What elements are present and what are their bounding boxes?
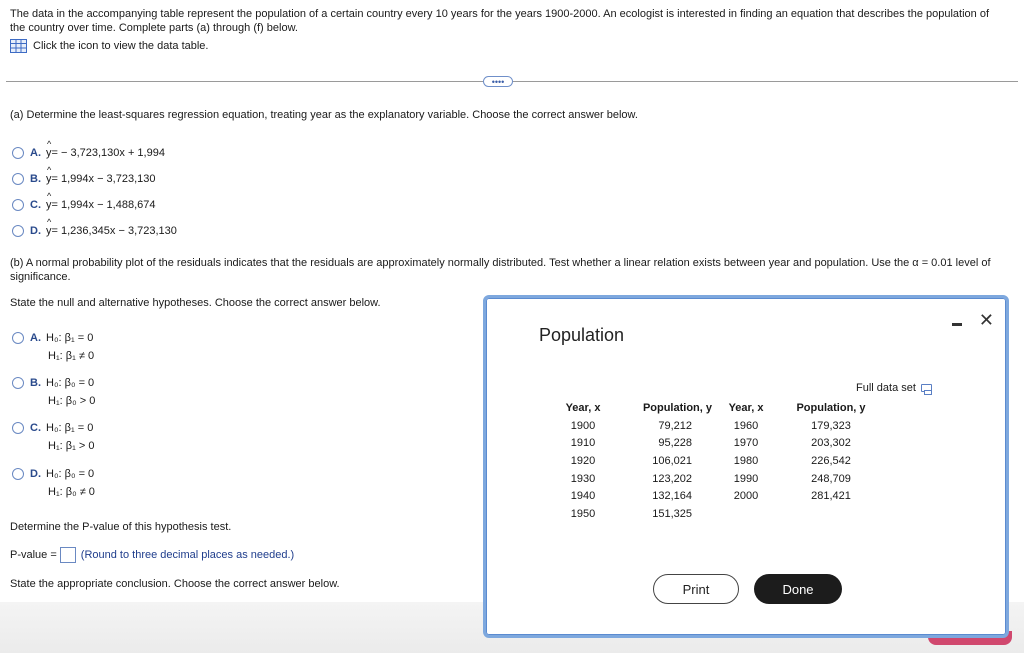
part-b-option-b[interactable]: [12, 374, 95, 410]
table-cell: 1950: [570, 507, 596, 520]
y-hat: ^ y: [46, 173, 52, 185]
view-data-table-link[interactable]: [10, 39, 1000, 53]
part-b-option-c[interactable]: [12, 419, 94, 455]
part-a-option-d[interactable]: [12, 225, 177, 237]
table-row: [558, 487, 882, 505]
population-table: [558, 398, 882, 523]
table-cell: 1970: [733, 437, 759, 450]
part-b-question: (b) A normal probability plot of the residuals indicates that the residuals are approximately normally distributed. Test whether a linear relation exists between year and population. Use the α = 0.01 level of significance.: [10, 257, 991, 283]
column-header: Year, x: [565, 401, 601, 414]
radio-button[interactable]: [12, 332, 24, 344]
table-cell: 1930: [570, 472, 596, 485]
problem-intro: [10, 7, 1000, 53]
table-grid-icon[interactable]: [10, 39, 27, 53]
option-equation: = 1,994x − 1,488,674: [51, 199, 156, 211]
option-letter: B.: [30, 377, 41, 389]
view-data-table-label[interactable]: Click the icon to view the data table.: [33, 40, 209, 52]
option-letter: D.: [30, 468, 41, 480]
table-cell: 248,709: [811, 472, 851, 485]
table-cell: 1920: [570, 454, 596, 467]
option-letter: C.: [30, 422, 41, 434]
table-cell: 1900: [570, 419, 596, 432]
radio-button[interactable]: [12, 173, 24, 185]
null-hypothesis: H₀: β₀ = 0: [46, 377, 95, 389]
null-hypothesis: H₀: β₁ = 0: [46, 332, 94, 344]
y-hat: ^ y: [46, 225, 52, 237]
radio-button[interactable]: [12, 147, 24, 159]
table-cell: 106,021: [652, 454, 692, 467]
option-letter: A.: [30, 332, 41, 344]
table-cell: 179,323: [811, 419, 851, 432]
part-b-option-a[interactable]: [12, 329, 94, 365]
copy-icon[interactable]: [921, 384, 932, 392]
table-row: [558, 505, 882, 523]
radio-button[interactable]: [12, 468, 24, 480]
conclusion-prompt: State the appropriate conclusion. Choose the correct answer below.: [10, 578, 340, 590]
full-data-set-label[interactable]: Full data set: [856, 382, 916, 394]
option-letter: C.: [30, 199, 41, 211]
table-cell: 79,212: [658, 419, 692, 432]
option-equation: = 1,994x − 3,723,130: [51, 173, 156, 185]
table-cell: 1990: [733, 472, 759, 485]
null-hypothesis: H₀: β₁ = 0: [46, 422, 94, 434]
minimize-icon[interactable]: [952, 323, 962, 326]
alternative-hypothesis: H₁: β₀ > 0: [48, 395, 96, 407]
table-cell: 1960: [733, 419, 759, 432]
table-cell: 132,164: [652, 490, 692, 503]
radio-button[interactable]: [12, 422, 24, 434]
close-icon[interactable]: ✕: [978, 310, 994, 330]
table-cell: 95,228: [658, 437, 692, 450]
table-cell: 2000: [733, 490, 759, 503]
option-letter: A.: [30, 147, 41, 159]
part-a-option-b[interactable]: [12, 173, 155, 185]
option-letter: D.: [30, 225, 41, 237]
table-cell: 1980: [733, 454, 759, 467]
table-cell: 151,325: [652, 507, 692, 520]
part-b-subquestion: State the null and alternative hypotheses. Choose the correct answer below.: [10, 297, 381, 309]
pvalue-input[interactable]: [60, 547, 76, 563]
radio-button[interactable]: [12, 377, 24, 389]
radio-button[interactable]: [12, 225, 24, 237]
option-equation: = − 3,723,130x + 1,994: [51, 147, 165, 159]
table-cell: 281,421: [811, 490, 851, 503]
done-button[interactable]: Done: [754, 574, 842, 604]
part-a-option-c[interactable]: [12, 199, 155, 211]
part-b-option-d[interactable]: [12, 465, 95, 501]
table-cell: 123,202: [652, 472, 692, 485]
print-button[interactable]: Print: [653, 574, 739, 604]
alternative-hypothesis: H₁: β₁ > 0: [48, 440, 95, 452]
table-row: [558, 470, 882, 488]
column-header: Population, y: [642, 401, 712, 414]
null-hypothesis: H₀: β₀ = 0: [46, 468, 95, 480]
column-header: Population, y: [796, 401, 866, 414]
alternative-hypothesis: H₁: β₁ ≠ 0: [48, 350, 95, 362]
table-cell: 203,302: [811, 437, 851, 450]
option-equation: = 1,236,345x − 3,723,130: [51, 225, 177, 237]
dialog-title: Population: [539, 325, 625, 345]
table-cell: [780, 505, 882, 523]
table-row: [558, 452, 882, 470]
part-a-question: (a) Determine the least-squares regression equation, treating year as the explanatory variable. Choose the correct answer below.: [10, 109, 638, 121]
table-cell: 226,542: [811, 454, 851, 467]
expand-more-button[interactable]: ••••: [483, 76, 513, 87]
table-row: [558, 417, 882, 435]
part-a-option-a[interactable]: [12, 147, 165, 159]
table-header-row: [558, 398, 882, 417]
table-cell: 1940: [570, 490, 596, 503]
table-row: [558, 435, 882, 453]
intro-text: The data in the accompanying table represent the population of a certain country every 10 years for the years 1900-2000. An ecologist is interested in finding an equation that describes the population of the country over time. Complete parts (a) through (f) below.: [10, 8, 990, 34]
pvalue-label: P-value =: [10, 549, 57, 561]
pvalue-prompt: Determine the P-value of this hypothesis test.: [10, 521, 232, 533]
pvalue-row: [10, 547, 294, 563]
table-cell: [712, 505, 780, 523]
column-header: Year, x: [728, 401, 764, 414]
y-hat: ^ y: [46, 199, 52, 211]
pvalue-hint: (Round to three decimal places as needed.): [80, 549, 295, 561]
full-data-set-link[interactable]: [856, 382, 932, 394]
alternative-hypothesis: H₁: β₀ ≠ 0: [48, 486, 95, 498]
radio-button[interactable]: [12, 199, 24, 211]
table-cell: 1910: [570, 437, 596, 450]
population-data-dialog: [483, 295, 1009, 638]
y-hat: ^ y: [46, 147, 52, 159]
option-letter: B.: [30, 173, 41, 185]
